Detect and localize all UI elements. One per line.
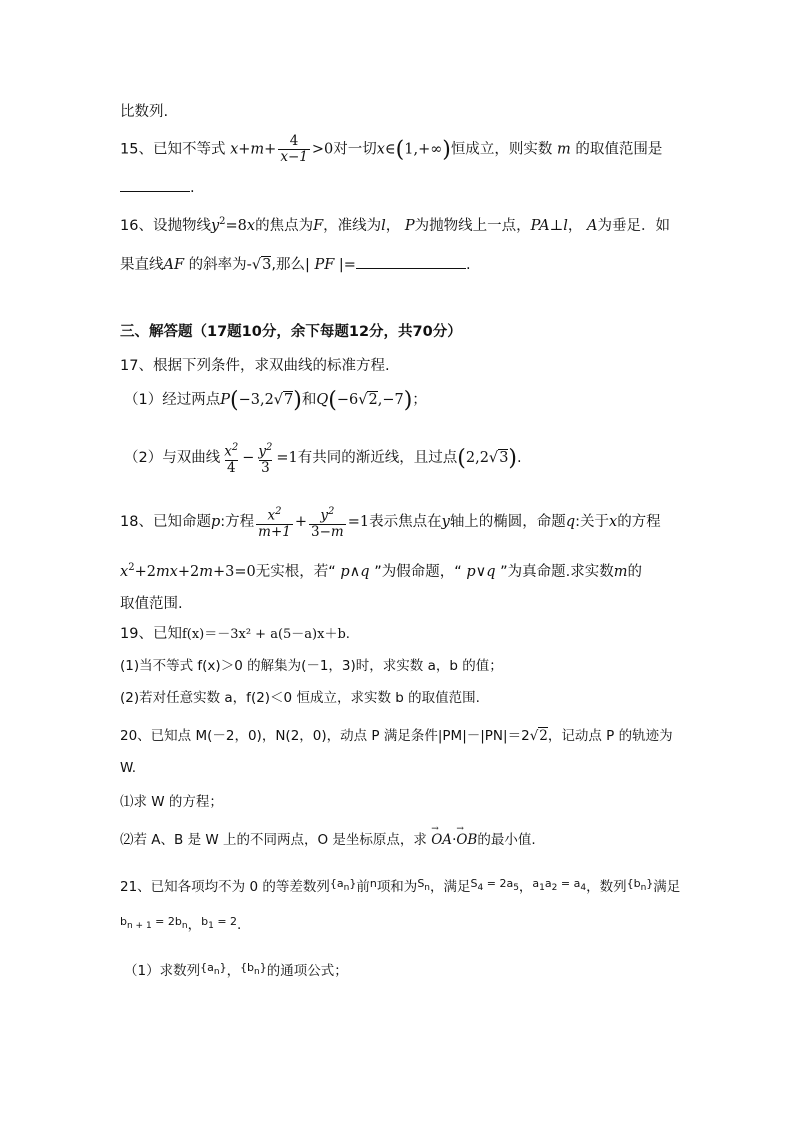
q17-stem: 17、根据下列条件，求双曲线的标准方程.	[120, 358, 390, 374]
q15-answer-blank[interactable]	[120, 177, 190, 192]
q18-l2a: 无实根，若“	[255, 563, 336, 580]
q18-frac1: $\frac{x^2}{m+1}$	[258, 506, 291, 540]
q18-b: :方程	[220, 513, 255, 530]
q18-a: 18、已知命题	[120, 513, 211, 530]
q17-p2c: .	[517, 449, 522, 466]
q17-p1c: ；	[412, 392, 427, 408]
q17-frac1: $\frac{x^2}{4}$	[224, 442, 239, 476]
q20-p2a: ⑵若 A、B 是 W 上的不同两点，O 是坐标原点，求	[120, 832, 427, 848]
question-21: 21、已知各项均不为 0 的等差数列$^{\{a_n\}}$前$^n$项和为$^{S_n}$，满足$^{S_4 = 2a_5}$，$^{a_1a_2 = a_4}$，数列$^{\{b_n\}}$满足	[120, 877, 681, 895]
q16-end: .	[465, 257, 471, 273]
q16-line2c: ,那么|	[271, 257, 310, 273]
q18-l2b: ”为假命题，“	[374, 563, 462, 580]
q14-tail-text: 比数列.	[120, 104, 169, 120]
q15-formula: x	[230, 141, 239, 158]
q21-line2: $^{b_{n + 1} = 2b_n}$，$^{b_1 = 2}$.	[120, 915, 242, 933]
q21-l1a: 21、已知各项均不为 0 的等差数列	[120, 879, 330, 895]
q18-l2d: 的	[627, 563, 643, 580]
q20-p1: ⑴求 W 的方程；	[120, 794, 223, 810]
q15-text2: 恒成立，则实数	[450, 141, 553, 158]
q17-p2b: 有共同的渐近线，且过点	[297, 449, 458, 466]
q17-frac2: $\frac{y^2}{3}$	[258, 442, 273, 476]
q19-part2	[120, 686, 480, 710]
q16-line2a: 果直线	[120, 257, 164, 273]
q21-l1c: 项和为	[376, 879, 418, 895]
q17-p1b: 和	[301, 392, 317, 408]
q17-p1a: （1）经过两点	[124, 392, 221, 408]
q14-tail	[120, 100, 168, 124]
q15-answer-line	[120, 176, 195, 200]
q18-line2: $x^2+2mx+2m+3=0$无实根，若“ p∧q ”为假命题，“ p∨q ”为真命题.求实数m的	[120, 562, 643, 580]
q15-text3: 的取值范围是	[575, 141, 663, 158]
section-3-heading	[120, 320, 462, 344]
q20-l1b: ，记动点 P 的轨迹为	[547, 728, 673, 744]
question-17	[120, 354, 390, 378]
q19-part1	[120, 654, 503, 678]
q21-l2sep: ，	[187, 917, 202, 933]
q15-end: .	[190, 180, 195, 196]
q18-c: 表示焦点在	[369, 513, 442, 530]
q16-t2: ，准线为	[323, 217, 382, 234]
q17-part2: （2）与双曲线 $\frac{x^2}{4}$ − $\frac{y^2}{3}$ =1有共同的渐近线，且过点(2,2√3).	[124, 442, 522, 476]
question-16-line2: 果直线AF 的斜率为-√3,那么| PF |= .	[120, 253, 471, 277]
q21-p1c: 的通项公式；	[266, 963, 348, 979]
q19-stem-b: f(x)＝－3x² + a(5－a)x＋b.	[181, 627, 350, 642]
q20-line2	[120, 756, 136, 780]
q16-t4: 为垂足．如	[597, 217, 670, 234]
q16-t3: 为抛物线上一点，	[414, 217, 531, 234]
question-16: 16、设抛物线$y^2=8x$的焦点为F，准线为l， P为抛物线上一点，PA⊥l， A为垂足．如	[120, 216, 670, 234]
question-19	[120, 622, 350, 647]
q17-p2a: （2）与双曲线	[124, 449, 221, 466]
q21-l1e: ，	[518, 879, 533, 895]
q16-line2d: |=	[338, 257, 356, 273]
question-18: 18、已知命题p:方程 $\frac{x^2}{m+1}$ + $\frac{y^2}{3-m}$ =1表示焦点在y轴上的椭圆，命题q:关于x的方程	[120, 506, 661, 540]
question-15: 15、已知不等式 x+m+ $\frac{4}{x-1}$ >0对一切x∈(1,+∞)恒成立，则实数 m 的取值范围是	[120, 133, 663, 165]
q18-f: 的方程	[617, 513, 661, 530]
q15-text1: 对一切	[333, 141, 377, 158]
q21-part1: （1）求数列$^{\{a_n\}}$，$^{\{b_n\}}$的通项公式；	[124, 961, 348, 979]
q20-l1a: 20、已知点 M(－2，0)，N(2，0)，动点 P 满足条件|PM|－|PN|＝2	[120, 728, 530, 744]
q18-l2c: ”为真命题.求实数	[500, 563, 614, 580]
q20-part1	[120, 790, 223, 814]
q16-answer-blank[interactable]	[356, 254, 466, 269]
q19-p2: (2)若对任意实数 a，f(2)＜0 恒成立，求实数 b 的取值范围.	[120, 690, 480, 706]
q21-p1a: （1）求数列	[124, 963, 201, 979]
q20-p2b: 的最小值.	[477, 832, 536, 848]
q18-frac2: $\frac{y^2}{3-m}$	[311, 506, 344, 540]
q20-part2: ⑵若 A、B 是 W 上的不同两点，O 是坐标原点，求 OA →·OB →的最小值.	[120, 828, 536, 852]
q19-p1: (1)当不等式 f(x)＞0 的解集为(－1，3)时，求实数 a，b 的值；	[120, 658, 503, 674]
q18-d: 轴上的椭圆，命题	[449, 513, 566, 530]
question-20: 20、已知点 M(－2，0)，N(2，0)，动点 P 满足条件|PM|－|PN|＝2√2，记动点 P 的轨迹为	[120, 728, 673, 744]
q21-l1f: ，数列	[586, 879, 627, 895]
q15-fraction: $\frac{4}{x-1}$	[280, 133, 308, 165]
q16-t1: 的焦点为	[255, 217, 314, 234]
q21-p1b: ，	[226, 963, 241, 979]
q21-l1d: ，满足	[430, 879, 471, 895]
q21-l1g: 满足	[653, 879, 681, 895]
q20-l2: W.	[120, 760, 137, 776]
q18-l3: 取值范围.	[120, 596, 183, 612]
q21-l2end: .	[237, 917, 242, 933]
q16-number: 16、设抛物线	[120, 217, 211, 234]
q15-number: 15、已知不等式	[120, 141, 226, 158]
q18-e: :关于	[575, 513, 609, 530]
vector-oa: OA →	[431, 828, 452, 852]
q21-l1b: 前	[356, 879, 370, 895]
vector-ob: OB →	[456, 828, 477, 852]
q19-stem-a: 19、已知	[120, 626, 182, 642]
q18-line3	[120, 592, 183, 616]
q16-line2b: 的斜率为-	[188, 257, 252, 273]
section-3-text: 三、解答题（17题10分，余下每题12分，共70分）	[120, 324, 462, 340]
q17-part1: （1）经过两点P(−3,2√7)和Q(−6√2,−7)；	[124, 388, 427, 413]
